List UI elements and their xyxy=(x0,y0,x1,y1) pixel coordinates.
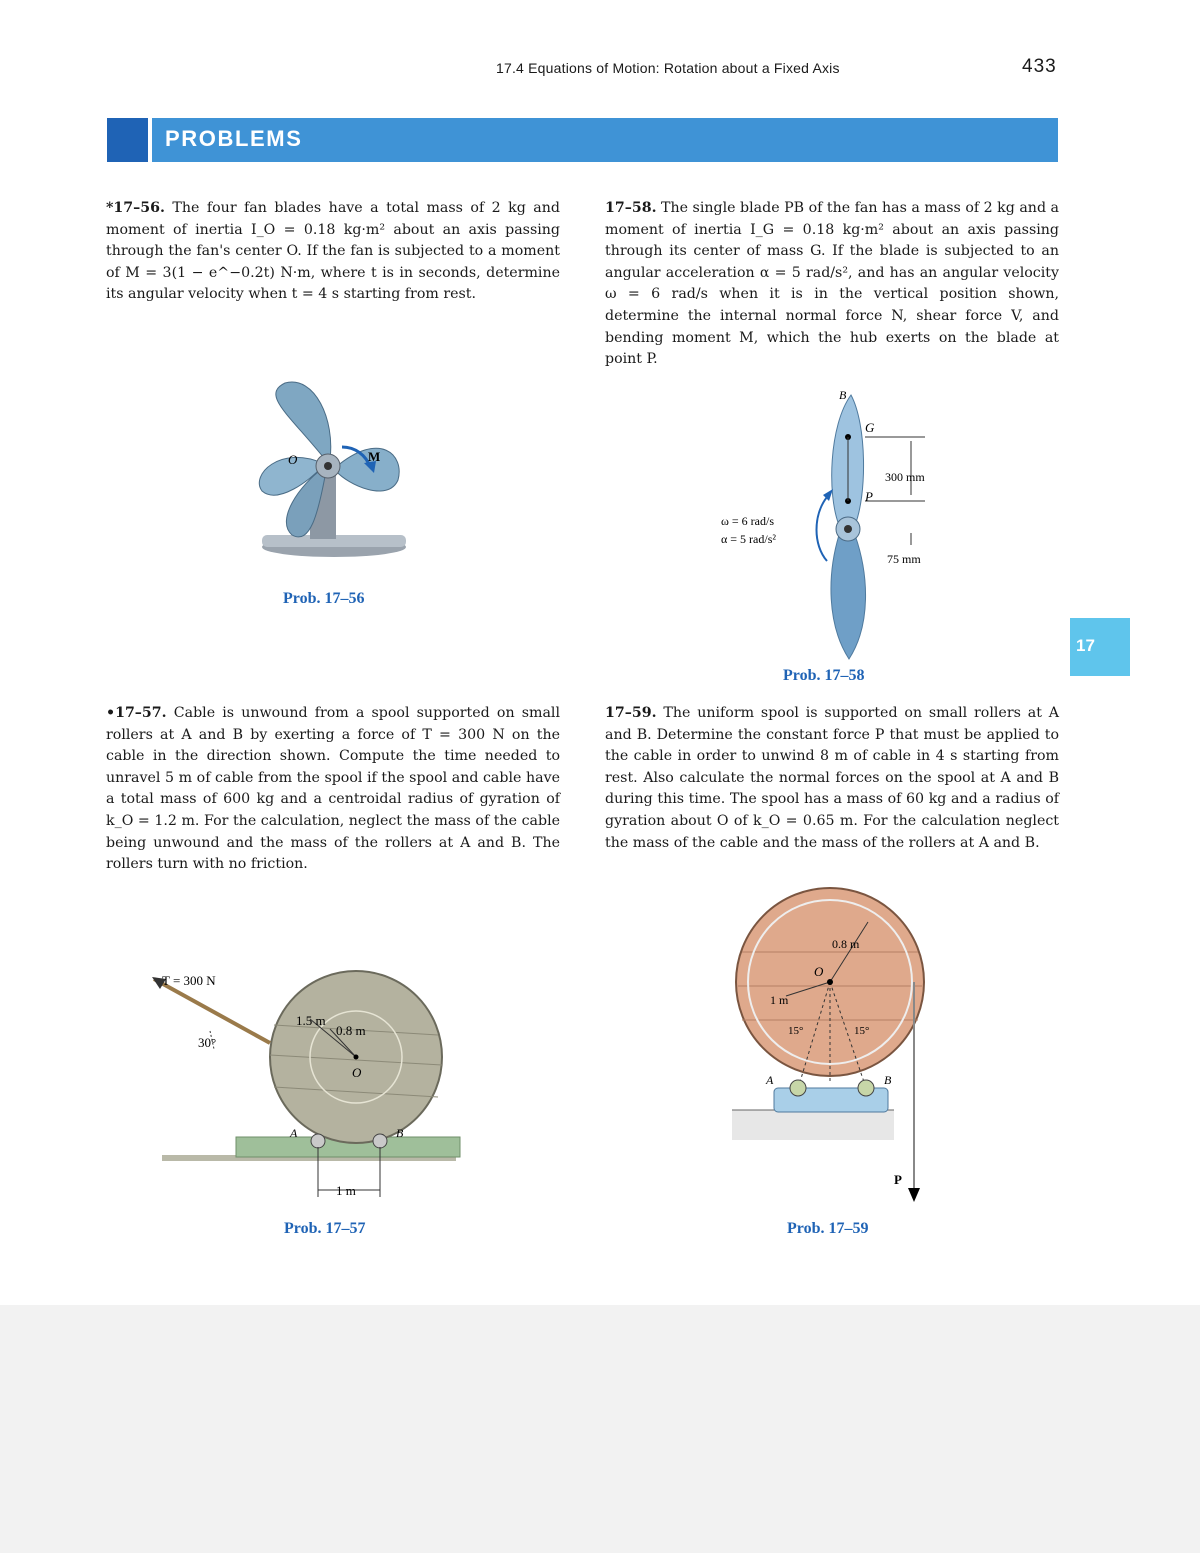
figure-spool-57 xyxy=(150,965,470,1205)
problem-17-56 xyxy=(106,198,560,306)
chapter-tab-label: 17 xyxy=(1076,636,1095,655)
label-g: G xyxy=(865,420,875,435)
label-ang2: 15° xyxy=(854,1025,870,1037)
problem-text: The single blade PB of the fan has a mass of 2 kg and a moment of inertia I_G = 0.18 kg·m² about an axis passing through its center of mass G. If the blade is subjected to an angular acceleration α = 5 rad/s², and has an angular velocity ω = 6 rad/s when it is in the vertical position shown, determine the internal normal force N, shear force V, and bending moment M, which the hub exerts on the blade at point P. xyxy=(605,200,1059,368)
label-p: P xyxy=(865,489,873,504)
problem-text: Cable is unwound from a spool supported on small rollers at A and B by exerting a force of T = 300 N on the cable in the direction shown. Compute the time needed to unravel 5 m of cable from the spool if the spool and cable have a total mass of 600 kg and a centroidal radius of gyration of k_O = 1.2 m. For the calculation, neglect the mass of the cable being unwound and the mass of the rollers at A and B. The rollers turn with no friction. xyxy=(106,705,561,873)
running-header xyxy=(0,56,1200,80)
label-o: O xyxy=(288,452,298,467)
label-ang1: 15° xyxy=(788,1025,804,1037)
figure-spool-59 xyxy=(728,882,958,1212)
problem-number: 17–59. xyxy=(605,705,657,721)
problems-banner xyxy=(152,118,1058,162)
problem-text: The uniform spool is supported on small rollers at A and B. Determine the constant force P that must be applied to the cable in order to unwind 8 m of cable in 4 s starting from rest. Also calculate the normal forces on the spool at A and B during this time. The spool has a mass of 60 kg and a radius of gyration about O of k_O = 0.65 m. For the calculation neglect the mass of the cable and the mass of the rollers at A and B. xyxy=(605,705,1059,851)
figure-fan xyxy=(230,375,430,565)
problem-17-59 xyxy=(605,703,1059,854)
problem-17-57 xyxy=(106,703,560,876)
label-b: B xyxy=(839,388,847,402)
label-r2: 1 m xyxy=(770,993,789,1007)
problem-text: The four fan blades have a total mass of 2 kg and moment of inertia I_O = 0.18 kg·m² about an axis passing through the fan's center O. If the fan is subjected to a moment of M = 3(1 − e^−0.2t) N·m, where t is in seconds, determine its angular velocity when t = 4 s starting from rest. xyxy=(106,200,560,303)
label-r1: 0.8 m xyxy=(832,937,860,951)
problem-17-58 xyxy=(605,198,1059,371)
chapter-tab xyxy=(1070,618,1130,676)
label-r1: 1.5 m xyxy=(296,1013,326,1028)
caption-17-58: Prob. 17–58 xyxy=(783,667,865,684)
label-t: T = 300 N xyxy=(162,973,216,988)
label-omega: ω = 6 rad/s xyxy=(721,514,774,528)
problem-number: 17–58. xyxy=(605,200,657,216)
label-d: 1 m xyxy=(336,1183,356,1198)
caption-17-57: Prob. 17–57 xyxy=(284,1220,366,1237)
label-p: P xyxy=(894,1172,902,1187)
figure-blade xyxy=(715,385,955,665)
label-a: A xyxy=(290,1126,298,1140)
page-margin xyxy=(0,1305,1200,1553)
label-o: O xyxy=(352,1065,362,1080)
problem-number: *17–56. xyxy=(106,200,165,216)
label-b: B xyxy=(884,1073,892,1087)
label-o: O xyxy=(814,964,824,979)
page-number: 433 xyxy=(1022,56,1057,77)
label-angle: 30° xyxy=(198,1035,217,1050)
label-m: M xyxy=(368,449,381,464)
banner-title: PROBLEMS xyxy=(165,126,303,151)
label-d2: 75 mm xyxy=(887,552,921,566)
section-title: 17.4 Equations of Motion: Rotation about a Fixed Axis xyxy=(496,60,840,76)
label-d1: 300 mm xyxy=(885,470,925,484)
label-alpha: α = 5 rad/s² xyxy=(721,532,776,546)
label-a: A xyxy=(766,1073,774,1087)
label-b: B xyxy=(396,1126,404,1140)
label-r2: 0.8 m xyxy=(336,1023,366,1038)
caption-17-56: Prob. 17–56 xyxy=(283,590,365,607)
caption-17-59: Prob. 17–59 xyxy=(787,1220,869,1237)
problem-number: •17–57. xyxy=(106,705,167,721)
banner-accent xyxy=(107,118,148,162)
